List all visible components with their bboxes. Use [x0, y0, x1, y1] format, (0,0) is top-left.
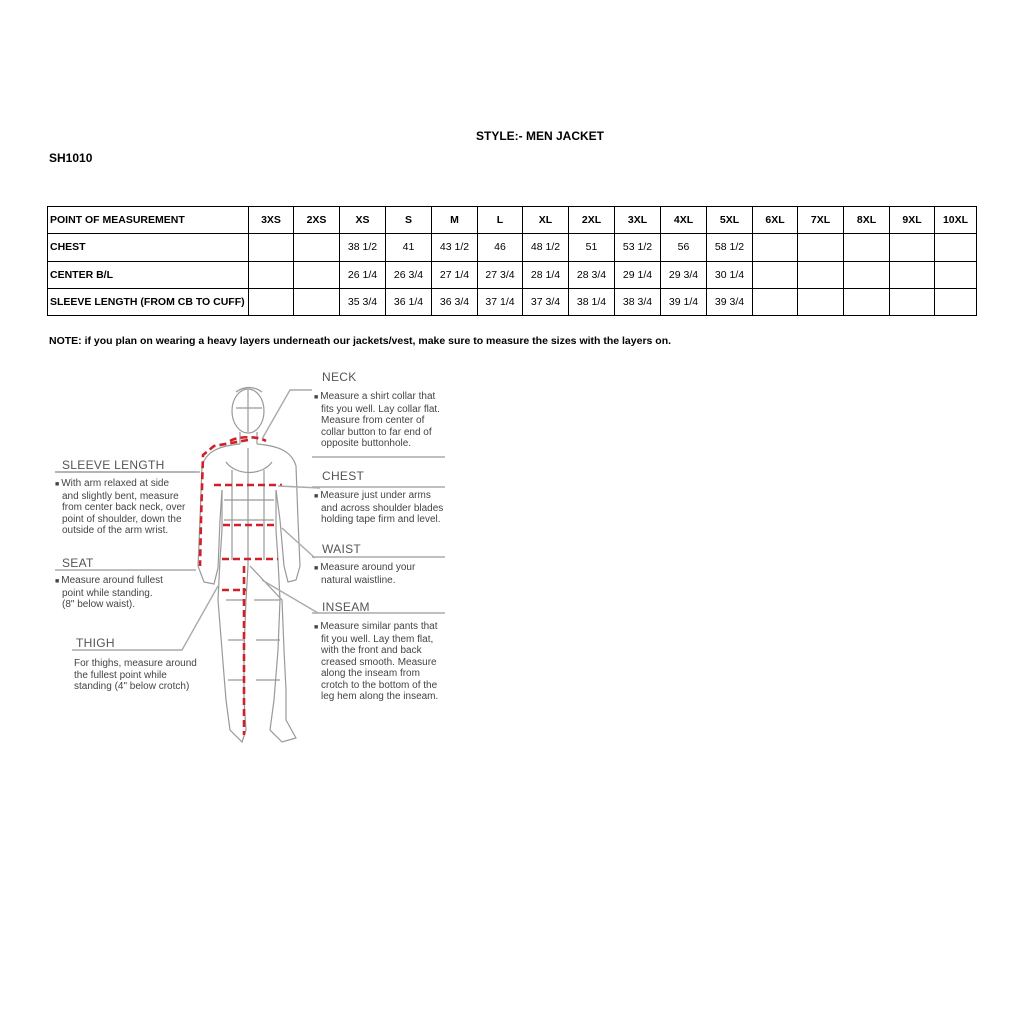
measurement-name-cell: SLEEVE LENGTH (FROM CB TO CUFF)	[48, 288, 249, 315]
measurement-value-cell: 41	[386, 234, 432, 261]
measurement-value-cell: 38 1/4	[569, 288, 615, 315]
size-chart-table	[47, 206, 977, 316]
column-header-size: XS	[340, 207, 386, 234]
column-header-measurement: POINT OF MEASUREMENT	[48, 207, 249, 234]
column-header-size: S	[386, 207, 432, 234]
bullet-icon: ■	[55, 481, 60, 488]
inseam-marker	[222, 566, 246, 735]
table-header-row	[48, 207, 977, 234]
measurement-value-cell	[798, 261, 844, 288]
sleeve-length-description: ■ With arm relaxed at side and slightly bent, measure from center back neck, over point of shoulder, down the outside of the arm wrist.	[55, 478, 186, 536]
measurement-value-cell: 38 1/2	[340, 234, 386, 261]
column-header-size: 2XS	[294, 207, 340, 234]
measurement-value-cell	[844, 288, 890, 315]
measurement-value-cell: 56	[661, 234, 707, 261]
measurement-value-cell: 36 1/4	[386, 288, 432, 315]
seat-title: SEAT	[62, 556, 94, 570]
body-measurement-figure	[0, 360, 1024, 760]
bullet-icon: ■	[314, 394, 319, 401]
measurement-value-cell	[249, 288, 294, 315]
measurement-value-cell: 27 3/4	[478, 261, 523, 288]
measurement-value-cell: 58 1/2	[707, 234, 753, 261]
measurement-value-cell: 48 1/2	[523, 234, 569, 261]
column-header-size: L	[478, 207, 523, 234]
measurement-value-cell: 39 1/4	[661, 288, 707, 315]
measurement-value-cell: 38 3/4	[615, 288, 661, 315]
measurement-value-cell: 37 1/4	[478, 288, 523, 315]
measurement-value-cell: 29 1/4	[615, 261, 661, 288]
measurement-value-cell	[890, 234, 935, 261]
measurement-value-cell	[844, 261, 890, 288]
column-header-size: 9XL	[890, 207, 935, 234]
column-header-size: 4XL	[661, 207, 707, 234]
measurement-value-cell: 35 3/4	[340, 288, 386, 315]
bullet-icon: ■	[314, 493, 319, 500]
column-header-size: M	[432, 207, 478, 234]
measurement-value-cell	[249, 261, 294, 288]
note-text: NOTE: if you plan on wearing a heavy layers underneath our jackets/vest, make sure to measure the sizes with the layers on.	[49, 335, 672, 347]
measurement-value-cell: 27 1/4	[432, 261, 478, 288]
column-header-size: 3XL	[615, 207, 661, 234]
column-header-size: 8XL	[844, 207, 890, 234]
seat-description: ■ Measure around fullest point while standing. (8" below waist).	[55, 575, 163, 610]
measurement-value-cell	[890, 288, 935, 315]
chest-title: CHEST	[322, 469, 365, 483]
inseam-title: INSEAM	[322, 600, 370, 614]
thigh-description: For thighs, measure around the fullest point while standing (4" below crotch)	[74, 658, 197, 692]
measurement-value-cell: 43 1/2	[432, 234, 478, 261]
column-header-size: 3XS	[249, 207, 294, 234]
column-header-size: 6XL	[753, 207, 798, 234]
neck-title: NECK	[322, 370, 357, 384]
column-header-size: XL	[523, 207, 569, 234]
measurement-value-cell	[753, 288, 798, 315]
measurement-value-cell	[890, 261, 935, 288]
measurement-value-cell	[294, 288, 340, 315]
measurement-value-cell	[935, 288, 977, 315]
measurement-value-cell: 36 3/4	[432, 288, 478, 315]
measurement-value-cell	[935, 234, 977, 261]
measurement-value-cell: 46	[478, 234, 523, 261]
table-row	[48, 261, 977, 288]
column-header-size: 2XL	[569, 207, 615, 234]
bullet-icon: ■	[55, 578, 60, 585]
measurement-value-cell	[753, 261, 798, 288]
column-header-size: 7XL	[798, 207, 844, 234]
measurement-name-cell: CHEST	[48, 234, 249, 261]
style-title: STYLE:- MEN JACKET	[475, 129, 604, 143]
neck-description: ■ Measure a shirt collar that fits you well. Lay collar flat. Measure from center of collar button to far end of opposite buttonhole.	[314, 391, 440, 449]
measurement-value-cell	[294, 234, 340, 261]
inseam-description: ■ Measure similar pants that fit you well. Lay them flat, with the front and back creased smooth. Measure along the inseam from crotch to the bottom of the leg hem along the inseam.	[314, 621, 439, 702]
column-header-size: 10XL	[935, 207, 977, 234]
table-row	[48, 234, 977, 261]
measurement-value-cell: 51	[569, 234, 615, 261]
measurement-value-cell: 26 3/4	[386, 261, 432, 288]
measurement-value-cell: 28 1/4	[523, 261, 569, 288]
measurement-name-cell: CENTER B/L	[48, 261, 249, 288]
measurement-value-cell	[798, 234, 844, 261]
chest-description: ■ Measure just under arms and across shoulder blades holding tape firm and level.	[314, 490, 444, 525]
measurement-value-cell	[935, 261, 977, 288]
table-row	[48, 288, 977, 315]
bullet-icon: ■	[314, 624, 319, 631]
measurement-value-cell: 53 1/2	[615, 234, 661, 261]
sleeve-marker	[200, 440, 248, 566]
neck-leader	[262, 390, 312, 439]
measurement-value-cell: 39 3/4	[707, 288, 753, 315]
measurement-value-cell: 37 3/4	[523, 288, 569, 315]
measurement-value-cell	[844, 234, 890, 261]
measurement-value-cell: 30 1/4	[707, 261, 753, 288]
waist-title: WAIST	[322, 542, 362, 556]
waist-description: ■ Measure around your natural waistline.	[314, 562, 416, 586]
measurement-value-cell	[294, 261, 340, 288]
measurement-value-cell	[798, 288, 844, 315]
column-header-size: 5XL	[707, 207, 753, 234]
style-code: SH1010	[49, 151, 93, 165]
measurement-value-cell: 28 3/4	[569, 261, 615, 288]
bullet-icon: ■	[314, 565, 319, 572]
measurement-value-cell	[753, 234, 798, 261]
measurement-value-cell: 26 1/4	[340, 261, 386, 288]
measurement-value-cell: 29 3/4	[661, 261, 707, 288]
thigh-title: THIGH	[76, 636, 115, 650]
measurement-value-cell	[249, 234, 294, 261]
sleeve-length-title: SLEEVE LENGTH	[62, 458, 165, 472]
